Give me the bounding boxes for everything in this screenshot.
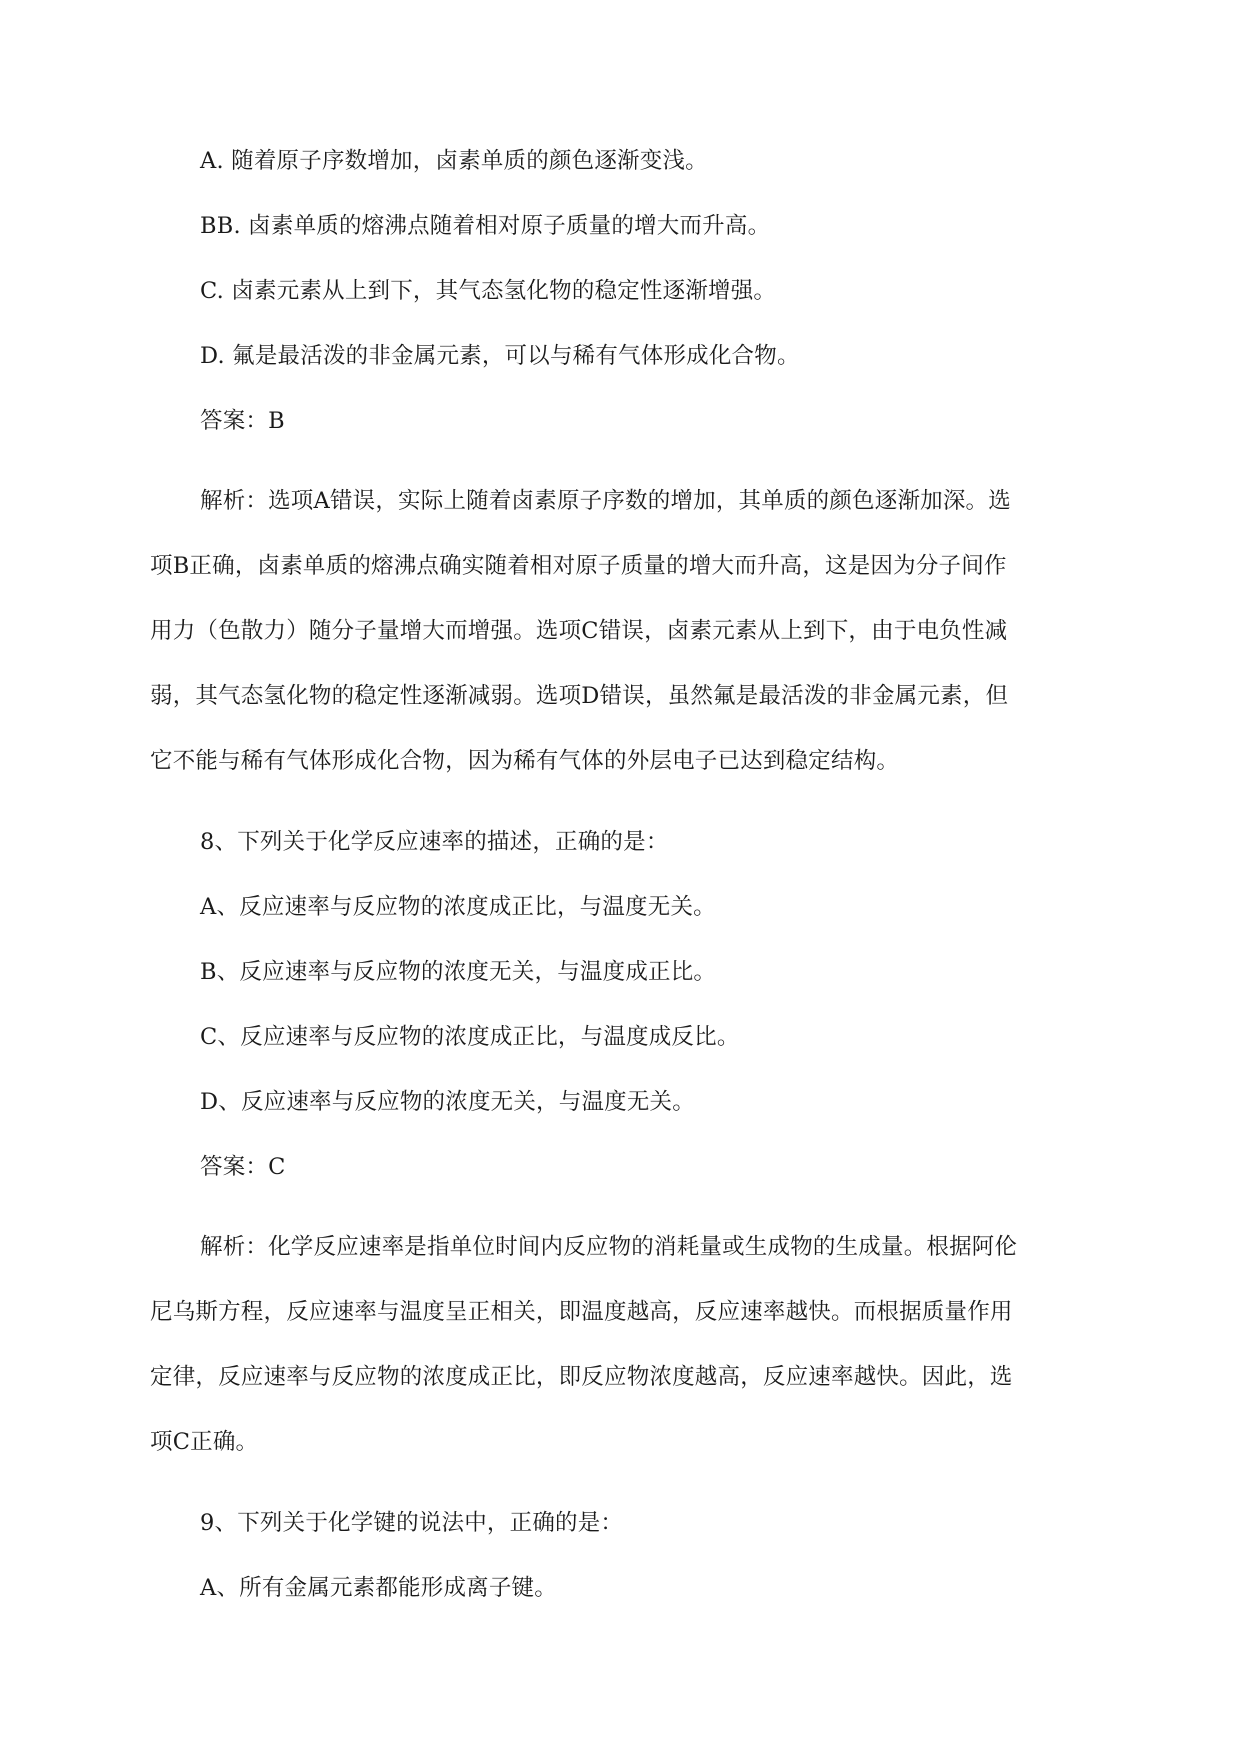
q7-option-b: BB. 卤素单质的熔沸点随着相对原子质量的增大而升高。 xyxy=(200,213,771,239)
q7-option-c: C. 卤素元素从上到下，其气态氢化物的稳定性逐渐增强。 xyxy=(200,278,777,304)
q8-explanation xyxy=(150,1215,1100,1475)
document-body xyxy=(150,144,1100,1605)
q9-question: 9、下列关于化学键的说法中，正确的是： xyxy=(200,1510,624,1536)
q8-explanation-line: 定律，反应速率与反应物的浓度成正比，即反应物浓度越高，反应速率越快。因此，选 xyxy=(150,1364,1013,1390)
q7-option-d: D. 氟是最活泼的非金属元素，可以与稀有气体形成化合物。 xyxy=(200,343,800,369)
q8-option-d: D、反应速率与反应物的浓度无关，与温度无关。 xyxy=(200,1089,695,1115)
q7-explanation-line: 解析：选项A错误，实际上随着卤素原子序数的增加，其单质的颜色逐渐加深。选 xyxy=(200,488,1011,514)
q9-option-a: A、所有金属元素都能形成离子键。 xyxy=(200,1575,557,1601)
q7-option-a: A. 随着原子序数增加，卤素单质的颜色逐渐变浅。 xyxy=(200,148,708,174)
q7-explanation-line: 它不能与稀有气体形成化合物，因为稀有气体的外层电子已达到稳定结构。 xyxy=(150,748,900,774)
q7-explanation-line: 弱，其气态氢化物的稳定性逐渐减弱。选项D错误，虽然氟是最活泼的非金属元素，但 xyxy=(150,683,1009,709)
q8-option-c: C、反应速率与反应物的浓度成正比，与温度成反比。 xyxy=(200,1024,740,1050)
q8-option-a: A、反应速率与反应物的浓度成正比，与温度无关。 xyxy=(200,894,716,920)
q8-answer: 答案：C xyxy=(200,1154,286,1180)
q7-explanation-line: 用力（色散力）随分子量增大而增强。选项C错误，卤素元素从上到下，由于电负性减 xyxy=(150,618,1008,644)
q8-explanation-line: 解析：化学反应速率是指单位时间内反应物的消耗量或生成物的生成量。根据阿伦 xyxy=(200,1234,1018,1260)
q8-explanation-line: 项C正确。 xyxy=(150,1429,259,1455)
q8-option-b: B、反应速率与反应物的浓度无关，与温度成正比。 xyxy=(200,959,717,985)
q7-explanation xyxy=(150,469,1100,794)
q7-answer: 答案：B xyxy=(200,408,285,434)
q7-explanation-line: 项B正确，卤素单质的熔沸点确实随着相对原子质量的增大而升高，这是因为分子间作 xyxy=(150,553,1007,579)
q8-explanation-line: 尼乌斯方程，反应速率与温度呈正相关，即温度越高，反应速率越快。而根据质量作用 xyxy=(150,1299,1013,1325)
q8-question: 8、下列关于化学反应速率的描述，正确的是： xyxy=(200,829,669,855)
